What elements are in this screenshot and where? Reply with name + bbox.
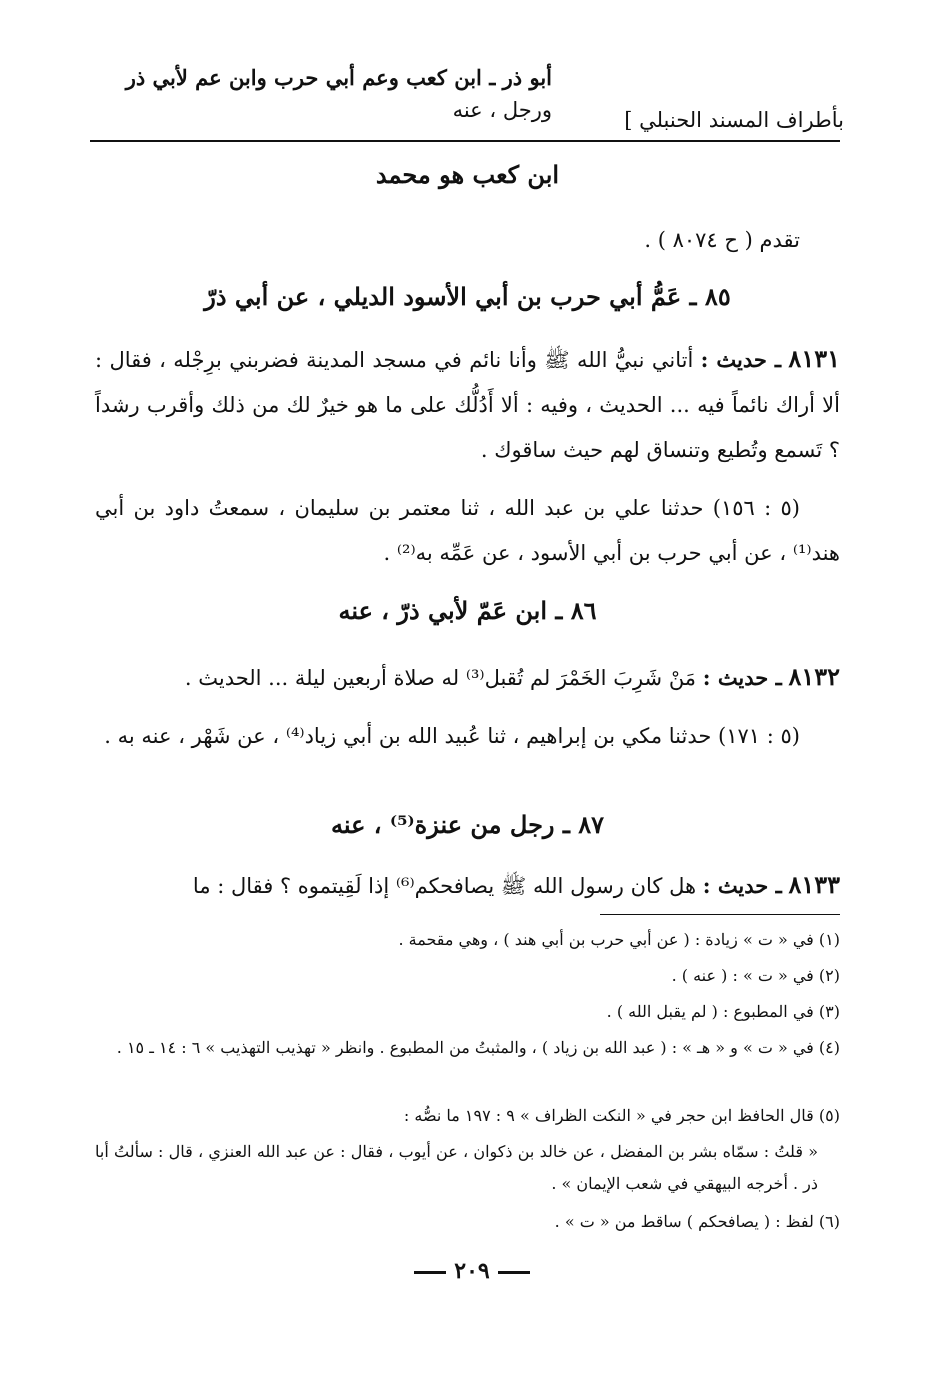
isnad-8131: (٥ : ١٥٦) حدثنا علي بن عبد الله ، ثنا معتمر بن سليمان ، سمعتُ داود بن أبي هند⁽¹⁾ ، عن أبي حرب بن أبي الأسود ، عن عَمِّه به⁽²⁾ . xyxy=(95,496,840,565)
running-header-left xyxy=(92,62,552,126)
hadith-8132 xyxy=(95,654,840,701)
page-number xyxy=(0,1258,944,1284)
running-header-line-2: ورجل ، عنه xyxy=(452,98,552,122)
header-rule xyxy=(90,140,840,142)
footnote-3: (٣) في المطبوع : ( لم يقبل الله ) . xyxy=(606,1002,840,1021)
footnote-1: (١) في « ت » زيادة : ( عن أبي حرب بن أبي هند ) ، وهي مقحمة . xyxy=(398,930,840,949)
hadith-8131 xyxy=(95,336,840,473)
footnote-separator xyxy=(600,914,840,915)
footnote-5-quote: « قلتُ : سمّاه بشر بن المفضل ، عن خالد بن ذكوان ، عن أيوب ، فقال : عن عبد الله العنزي ، قال : سألتُ أبا ذر . أخرجه البيهقي في شعب الإيمان » . xyxy=(95,1142,818,1193)
page-number-dash-right xyxy=(498,1271,530,1274)
section-heading-87: ٨٧ ـ رجل من عنزة⁽⁵⁾ ، عنه xyxy=(330,810,605,839)
footnote-2: (٢) في « ت » : ( عنه ) . xyxy=(671,966,840,985)
hadith-number: ٨١٣٣ xyxy=(788,870,840,899)
hadith-label: ـ حديث : xyxy=(700,347,782,372)
isnad-8132: (٥ : ١٧١) حدثنا مكي بن إبراهيم ، ثنا عُبيد الله بن أبي زياد⁽⁴⁾ ، عن شَهْر ، عنه به . xyxy=(104,724,800,748)
cross-reference-text: تقدم ( ح ٨٠٧٤ ) . xyxy=(644,228,800,252)
footnote-5: (٥) قال الحافظ ابن حجر في « النكت الظراف » ٩ : ١٩٧ ما نصُّه : xyxy=(403,1106,840,1125)
page-number-text: ٢٠٩ xyxy=(454,1258,490,1284)
hadith-8133 xyxy=(95,862,840,909)
hadith-number: ٨١٣٢ xyxy=(788,662,840,691)
running-header-right: بأطراف المسند الحنبلي ] xyxy=(624,108,844,132)
hadith-text: هل كان رسول الله ﷺ يصافحكم⁽⁶⁾ إذا لَقِيتموه ؟ فقال : ما xyxy=(192,874,697,898)
section-heading-86: ٨٦ ـ ابن عَمّ لأبي ذرّ ، عنه xyxy=(338,596,597,625)
section-heading-ibn-kaab: ابن كعب هو محمد xyxy=(375,160,560,189)
hadith-text: مَنْ شَرِبَ الخَمْرَ لم تُقبل⁽³⁾ له صلاة أربعين ليلة ... الحديث . xyxy=(184,666,697,690)
footnote-4: (٤) في « ت » و « هـ » : ( عبد الله بن زياد ) ، والمثبتُ من المطبوع . وانظر « تهذيب التهذيب » ٦ : ١٤ ـ ١٥ . xyxy=(116,1038,840,1057)
page-number-dash-left xyxy=(414,1271,446,1274)
footnote-6: (٦) لفظ : ( يصافحكم ) ساقط من « ت » . xyxy=(554,1212,840,1231)
running-header-line-1: أبو ذر ـ ابن كعب وعم أبي حرب وابن عم لأبي ذر xyxy=(125,65,552,90)
section-heading-85: ٨٥ ـ عَمُّ أبي حرب بن أبي الأسود الديلي ، عن أبي ذرّ xyxy=(204,282,731,311)
hadith-text: أتاني نبيُّ الله ﷺ وأنا نائم في مسجد المدينة فضربني برِجْله ، فقال : ألا أراك نائماً فيه ... الحديث ، وفيه : ألا أَدُلُّك على ما هو خيرٌ لك من ذلك وأقرب رشداً ؟ تَسمع وتُطيع وتنساق لهم حيث ساقوك . xyxy=(95,348,840,462)
hadith-label: ـ حديث : xyxy=(702,873,782,898)
hadith-number: ٨١٣١ xyxy=(788,344,840,373)
hadith-label: ـ حديث : xyxy=(702,665,782,690)
